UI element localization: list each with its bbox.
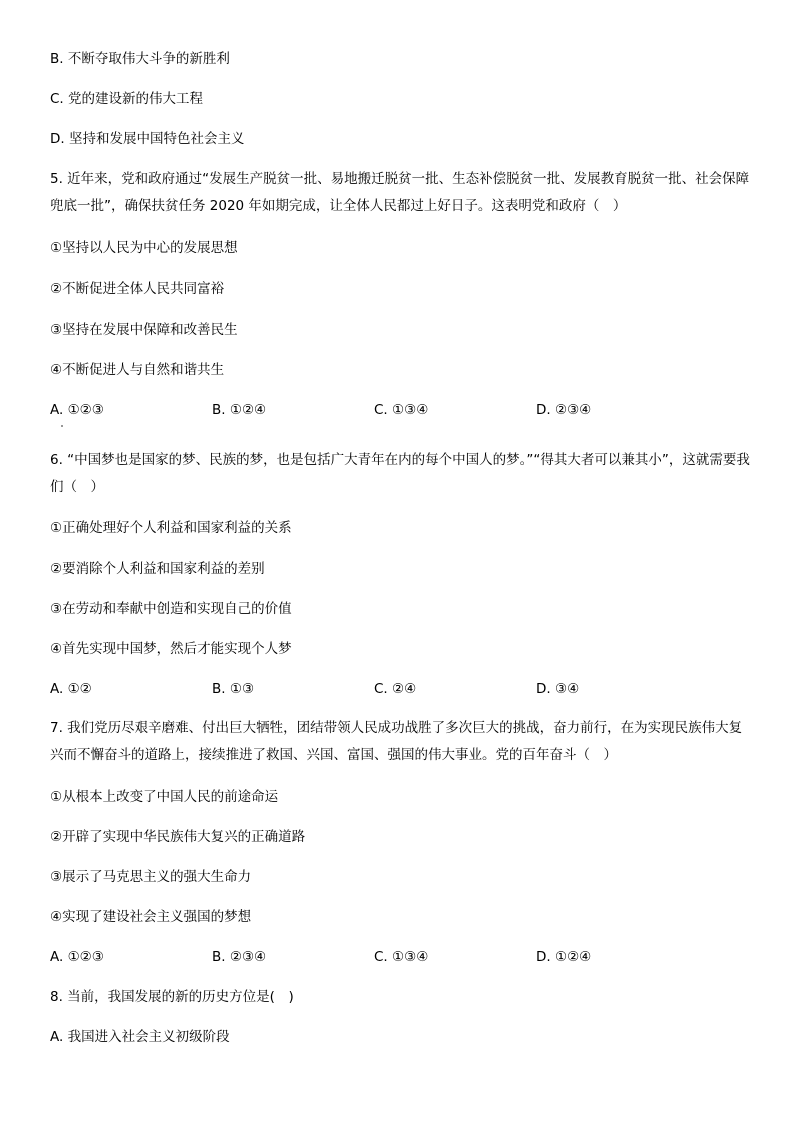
q7-choice-d: D. ①②④ xyxy=(536,949,592,965)
q7-item-4: ④实现了建设社会主义强国的梦想 xyxy=(50,909,252,925)
q6-item-3: ③在劳动和奉献中创造和实现自己的价值 xyxy=(50,601,292,617)
q6-item-1: ①正确处理好个人利益和国家利益的关系 xyxy=(50,520,292,536)
q5-choice-a: A. ①②③ xyxy=(50,402,104,418)
q6-stem: 6. “中国梦也是国家的梦、民族的梦，也是包括广大青年在内的每个中国人的梦。”“得其大者可以兼其小”，这就需要我们（ ） xyxy=(50,452,750,495)
q4-option-b: B. 不断夺取伟大斗争的新胜利 xyxy=(50,51,230,67)
q7-choices xyxy=(50,948,750,966)
q5-choices xyxy=(50,401,750,419)
q6-choice-a: A. ①② xyxy=(50,681,92,697)
stray-dot xyxy=(61,425,63,427)
q7-choice-a: A. ①②③ xyxy=(50,949,104,965)
q5-item-1: ①坚持以人民为中心的发展思想 xyxy=(50,240,238,256)
q6-choice-b: B. ①③ xyxy=(212,681,255,697)
q6-choices xyxy=(50,680,750,698)
q6-choice-c: C. ②④ xyxy=(374,681,417,697)
q5-item-2: ②不断促进全体人民共同富裕 xyxy=(50,281,225,297)
q5-item-4: ④不断促进人与自然和谐共生 xyxy=(50,362,225,378)
q6-choice-d: D. ③④ xyxy=(536,681,580,697)
q7-choice-b: B. ②③④ xyxy=(212,949,267,965)
q6-item-4: ④首先实现中国梦，然后才能实现个人梦 xyxy=(50,641,292,657)
q8-stem: 8. 当前，我国发展的新的历史方位是( ) xyxy=(50,989,294,1005)
q5-choice-d: D. ②③④ xyxy=(536,402,592,418)
q7-item-3: ③展示了马克思主义的强大生命力 xyxy=(50,869,252,885)
q8-option-a: A. 我国进入社会主义初级阶段 xyxy=(50,1029,230,1045)
q7-item-1: ①从根本上改变了中国人民的前途命运 xyxy=(50,789,279,805)
q4-option-d: D. 坚持和发展中国特色社会主义 xyxy=(50,131,245,147)
q5-choice-c: C. ①③④ xyxy=(374,402,429,418)
q5-stem: 5. 近年来，党和政府通过“发展生产脱贫一批、易地搬迁脱贫一批、生态补偿脱贫一批、发展教育脱贫一批、社会保障兜底一批”，确保扶贫任务 2020 年如期完成，让全体人民都过上好日子。这表明党和政府（ ） xyxy=(50,171,750,214)
q7-choice-c: C. ①③④ xyxy=(374,949,429,965)
q7-item-2: ②开辟了实现中华民族伟大复兴的正确道路 xyxy=(50,829,306,845)
q5-choice-b: B. ①②④ xyxy=(212,402,267,418)
q6-item-2: ②要消除个人利益和国家利益的差别 xyxy=(50,561,265,577)
q4-option-c: C. 党的建设新的伟大工程 xyxy=(50,91,204,107)
q5-item-3: ③坚持在发展中保障和改善民生 xyxy=(50,322,238,338)
q7-stem: 7. 我们党历尽艰辛磨难、付出巨大牺牲，团结带领人民成功战胜了多次巨大的挑战，奋力前行，在为实现民族伟大复兴而不懈奋斗的道路上，接续推进了救国、兴国、富国、强国的伟大事业。党的百年奋斗（ ） xyxy=(50,720,743,763)
